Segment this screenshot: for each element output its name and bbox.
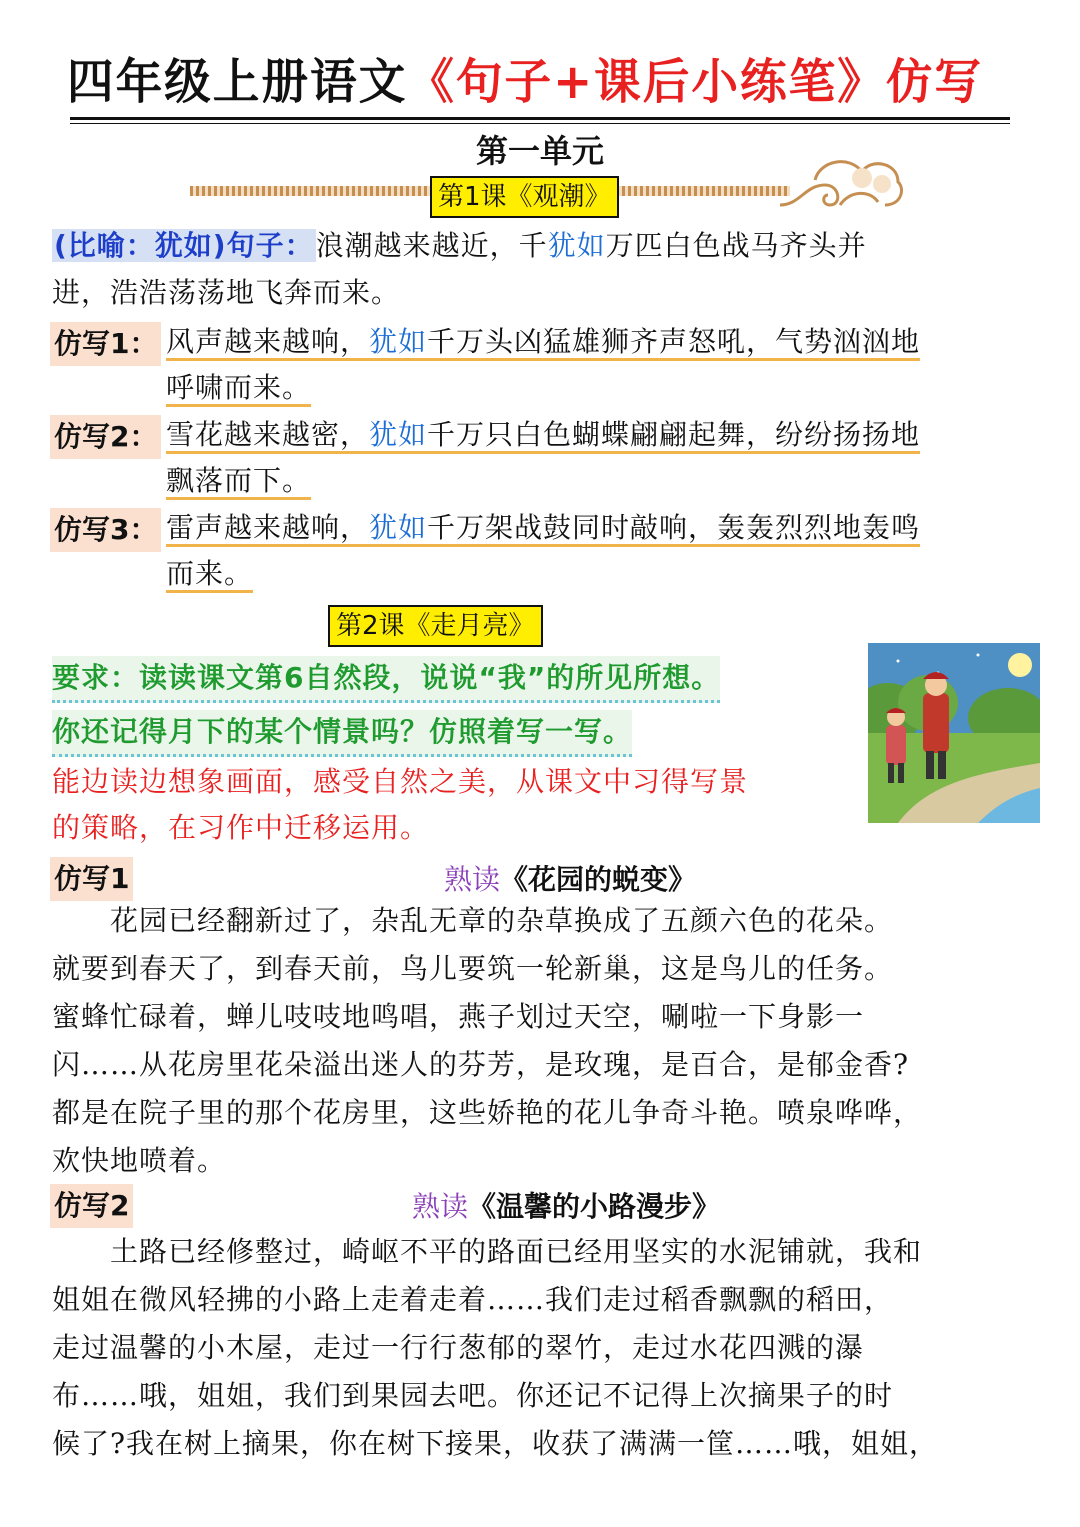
sentence-keyword: 犹如 [547,229,606,262]
exercise3-pre: 雷声越来越响， [166,511,370,544]
sentence-text-1: 浪潮越来越近，千 [315,229,548,262]
sample2-line-4: 布……哦，姐姐，我们到果园去吧。你还记不记得上次摘果子的时 [52,1379,894,1412]
sample2-reading-prefix: 熟读 [412,1190,469,1223]
sample2-line-3: 走过温馨的小木屋，走过一行行葱郁的翠竹，走过水花四溅的瀑 [52,1331,865,1364]
exercise3-line1 [166,508,920,548]
lesson1-label: 第1课《观潮》 [430,176,619,218]
exercise1-line2 [166,368,311,408]
title-highlight: 《句子+课后小练笔》仿写 [407,54,984,110]
sentence-label: (比喻：犹如)句子： [54,229,314,262]
moonlit-walk-illustration [868,643,1040,823]
exercise3-keyword: 犹如 [369,511,428,544]
requirement-line2: 你还记得月下的某个情景吗？仿照着写一写。 [52,710,632,757]
title-rule-thick [70,117,1010,120]
sample2-line-1: 土路已经修整过，崎岖不平的路面已经用坚实的水泥铺就，我和 [52,1235,923,1268]
exercise3-line2-text: 而来。 [166,557,253,593]
unit-heading: 第一单元 [475,132,604,170]
sample2-book-title: 《温馨的小路漫步》 [468,1190,721,1223]
requirement-line1: 要求：读读课文第6自然段，说说“我”的所见所想。 [52,656,720,703]
sample1-book-title: 《花园的蜕变》 [500,863,697,896]
exercise1-pre: 风声越来越响， [166,325,370,358]
exercise1-line1 [166,322,920,362]
exercise1-keyword: 犹如 [369,325,428,358]
title-rule-thin [70,123,1010,124]
exercise2-pre: 雪花越来越密， [166,418,370,451]
exercise2-label: 仿写2： [50,415,161,459]
exercise2-post: 千万只白色蝴蝶翩翩起舞，纷纷扬扬地 [427,418,921,451]
lesson1-sentence-line2: 进，浩浩荡荡地飞奔而来。 [52,276,401,309]
title-main: 四年级上册语文 [66,54,408,110]
page-title [0,52,1050,112]
sample2-line-5: 候了?我在树上摘果，你在树下接果，收获了满满一筐……哦，姐姐， [52,1427,939,1460]
sample2-reading-title [412,1187,720,1227]
exercise2-line2 [166,461,311,501]
exercise2-line1 [166,415,920,455]
sample1-line-4: 闪……从花房里花朵溢出迷人的芬芳，是玫瑰，是百合，是郁金香? [52,1048,910,1081]
goal-line1: 能边读边想象画面，感受自然之美，从课文中习得写景 [52,765,749,798]
sample1-line-1: 花园已经翻新过了，杂乱无章的杂草换成了五颜六色的花朵。 [52,904,894,937]
lesson1-sentence [52,226,867,266]
goal-line2: 的策略，在习作中迁移运用。 [52,811,430,844]
exercise1-label: 仿写1： [50,322,161,366]
exercise1-line2-text: 呼啸而来。 [166,371,311,407]
exercise1-post: 千万头凶猛雄狮齐声怒吼，气势汹汹地 [427,325,921,358]
exercise3-label: 仿写3： [50,508,161,552]
sample1-label: 仿写1 [50,857,133,901]
sample1-line-2: 就要到春天了，到春天前，鸟儿要筑一轮新巢，这是鸟儿的任务。 [52,952,894,985]
exercise2-keyword: 犹如 [369,418,428,451]
sample1-reading-title [444,860,696,900]
sample1-line-5: 都是在院子里的那个花房里，这些娇艳的花儿争奇斗艳。喷泉哗哗， [52,1096,923,1129]
lesson2-label: 第2课《走月亮》 [328,605,543,647]
exercise2-line2-text: 飘落而下。 [166,464,311,500]
sample1-line-3: 蜜蜂忙碌着，蝉儿吱吱地鸣唱，燕子划过天空，唰啦一下身影一 [52,1000,865,1033]
exercise3-line2 [166,554,253,594]
cloud-ornament-icon [770,150,910,220]
sample2-label: 仿写2 [50,1184,133,1228]
exercise3-post: 千万架战鼓同时敲响，轰轰烈烈地轰鸣 [427,511,921,544]
sample1-reading-prefix: 熟读 [444,863,501,896]
sample2-line-2: 姐姐在微风轻拂的小路上走着走着……我们走过稻香飘飘的稻田， [52,1283,894,1316]
sample1-line-6: 欢快地喷着。 [52,1144,227,1177]
sentence-text-2: 万匹白色战马齐头并 [605,229,867,262]
